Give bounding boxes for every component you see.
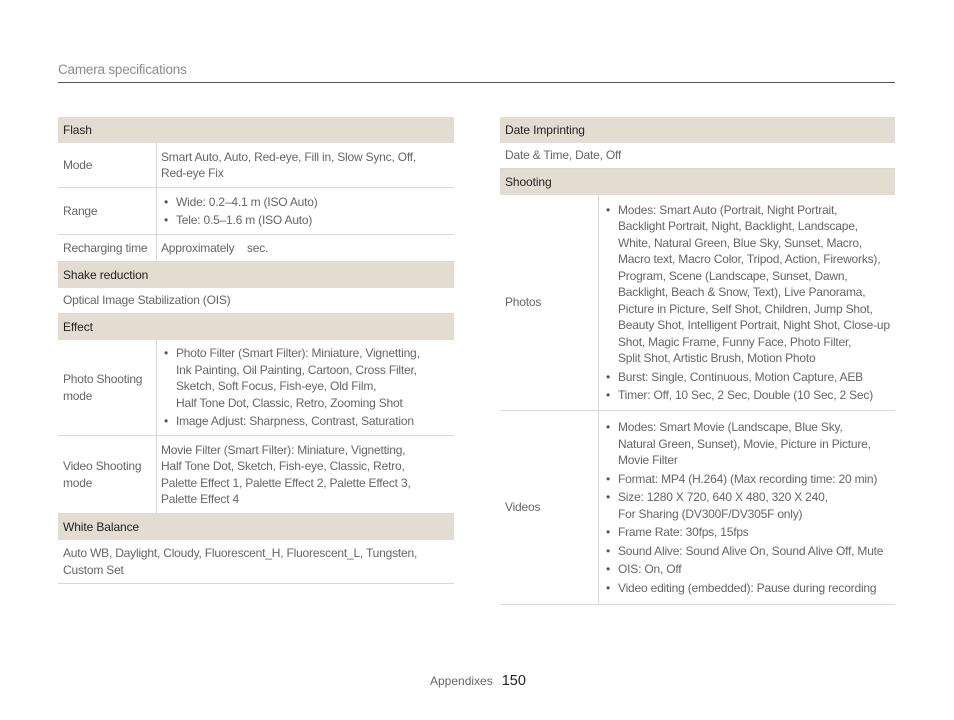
item-line: Beauty Shot, Intelligent Portrait, Night Shot, Close-up (618, 318, 890, 332)
list-item: • Tele: 0.5–1.6 m (ISO Auto) (161, 212, 450, 229)
row-value (157, 436, 454, 513)
row-value (157, 188, 454, 234)
row-label (58, 340, 157, 435)
item-line: Picture in Picture, Self Shot, Children, Jump Shot, (618, 301, 873, 316)
bullet-list (603, 417, 891, 598)
value-line: Smart Auto, Auto, Red-eye, Fill in, Slow Sync, Off, (161, 149, 417, 164)
page-number: 150 (501, 673, 526, 689)
value-line: Auto WB, Daylight, Cloudy, Fluorescent_H, Fluorescent_L, Tungsten, (63, 546, 418, 560)
section-shake-reduction: Shake reduction (58, 262, 454, 288)
item-line: • Modes: Smart Movie (Landscape, Blue Sky, (618, 420, 843, 434)
row-label: Photos (500, 195, 599, 410)
page-header (58, 62, 895, 83)
section-date-imprinting: Date Imprinting (500, 117, 895, 143)
row-value (157, 143, 454, 187)
row-value: Approximately sec. (161, 240, 269, 255)
list-item (603, 543, 891, 560)
bullet-list (161, 343, 450, 432)
item-line: • Format: MP4 (H.264) (Max recording time: 20 min) (618, 471, 878, 486)
item-line: • Timer: Off, 10 Sec, 2 Sec, Double (10 Sec, 2 Sec) (618, 388, 873, 402)
list-item: • Wide: 0.2–4.1 m (ISO Auto) (161, 194, 450, 211)
section-white-balance: White Balance (58, 514, 454, 540)
item-line: Backlight, Beach & Snow, Text), Live Panorama, (618, 285, 866, 299)
item-line: • OIS: On, Off (618, 562, 682, 576)
left-spec-column (58, 117, 454, 584)
row-label (58, 436, 157, 513)
value-line: Date & Time, Date, Off (505, 148, 622, 163)
footer-section: Appendixes (430, 674, 493, 688)
flash-mode-row (58, 143, 454, 188)
label-line: Photo Shooting (63, 372, 143, 386)
bullet-list (161, 192, 450, 231)
value-line: Palette Effect 4 (161, 492, 239, 506)
label-line: Video Shooting (63, 459, 142, 473)
flash-range-row (58, 188, 454, 235)
list-item (603, 202, 891, 367)
list-item (603, 580, 891, 597)
section-shooting: Shooting (500, 169, 895, 195)
row-value (599, 195, 895, 410)
item-line: Half Tone Dot, Classic, Retro, Zooming Shot (176, 395, 403, 410)
list-item (161, 413, 450, 430)
item-line: • Video editing (embedded): Pause during recording (618, 580, 877, 595)
value-line: Palette Effect 1, Palette Effect 2, Palette Effect 3, (161, 475, 411, 490)
label-line: mode (63, 475, 93, 490)
effect-photo-row (58, 340, 454, 436)
shooting-videos-row (500, 411, 895, 605)
list-item (603, 387, 891, 404)
item-line: • Photo Filter (Smart Filter): Miniature, Vignetting, (176, 346, 420, 361)
label-line: mode (63, 388, 93, 403)
item-line: Program, Scene (Landscape, Sunset, Dawn, (618, 268, 848, 283)
row-label: Recharging time (58, 235, 157, 261)
list-item (603, 561, 891, 578)
section-flash: Flash (58, 117, 454, 143)
value-line: Half Tone Dot, Sketch, Fish-eye, Classic, Retro, (161, 459, 405, 473)
item-line: • Burst: Single, Continuous, Motion Capture, AEB (618, 369, 863, 384)
shake-value-row (58, 288, 454, 314)
row-value (157, 340, 454, 435)
list-item (161, 345, 450, 411)
list-item (603, 471, 891, 488)
row-value (599, 411, 895, 604)
item-line: Shot, Magic Frame, Funny Face, Photo Filter, (618, 334, 852, 349)
row-label: Mode (58, 143, 157, 187)
row-label: Range (58, 188, 157, 234)
value-line: Red-eye Fix (161, 166, 224, 180)
item-line: • Image Adjust: Sharpness, Contrast, Saturation (176, 414, 414, 429)
list-item (603, 524, 891, 541)
list-item (603, 419, 891, 469)
shooting-photos-row (500, 195, 895, 411)
item-line: • Size: 1280 X 720, 640 X 480, 320 X 240, (618, 490, 828, 504)
item-line: • Modes: Smart Auto (Portrait, Night Portrait, (618, 202, 838, 217)
item-line: Movie Filter (618, 453, 678, 467)
item-line: Natural Green, Sunset), Movie, Picture in Picture, (618, 436, 871, 451)
item-line: Split Shot, Artistic Brush, Motion Photo (618, 351, 816, 365)
date-value-row (500, 143, 895, 169)
item-line: Ink Painting, Oil Painting, Cartoon, Cross Filter, (176, 362, 417, 377)
value-line: Optical Image Stabilization (OIS) (63, 293, 231, 308)
item-line: • Sound Alive: Sound Alive On, Sound Alive Off, Mute (618, 543, 884, 558)
effect-video-row (58, 436, 454, 514)
bullet-list (603, 200, 891, 406)
list-item (603, 369, 891, 386)
row-label: Videos (500, 411, 599, 604)
section-effect: Effect (58, 314, 454, 340)
page-title: Camera specifications (58, 62, 187, 77)
item-line: • Frame Rate: 30fps, 15fps (618, 525, 749, 539)
list-item (603, 489, 891, 522)
wb-value-row (58, 540, 454, 584)
item-line: Sketch, Soft Focus, Fish-eye, Old Film, (176, 379, 377, 394)
flash-recharge-row (58, 235, 454, 262)
page-footer (430, 673, 526, 689)
value-line: Movie Filter (Smart Filter): Miniature, Vignetting, (161, 442, 406, 457)
value-line: Custom Set (63, 562, 124, 577)
item-line: White, Natural Green, Blue Sky, Sunset, Macro, (618, 235, 863, 250)
item-line: Macro text, Macro Color, Tripod, Action, Fireworks), (618, 252, 881, 266)
right-spec-column (500, 117, 895, 605)
item-line: Backlight Portrait, Night, Backlight, Landscape, (618, 219, 858, 233)
item-line: For Sharing (DV300F/DV305F only) (618, 506, 803, 521)
